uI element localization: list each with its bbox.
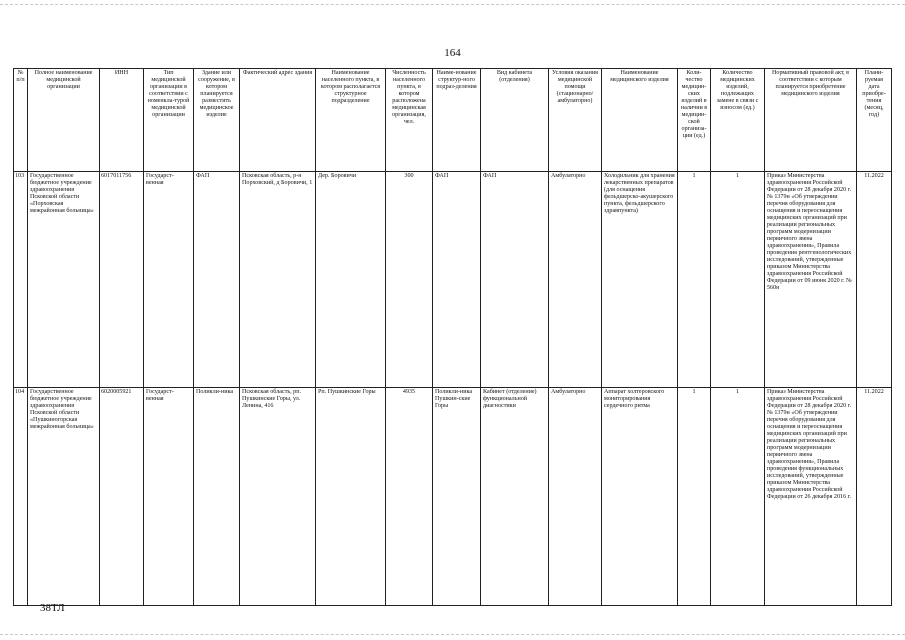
building: ФАП [194,172,240,388]
page-number: 164 [444,47,461,59]
header-cell: Наименование медицинского изделия [602,69,678,172]
header-cell: Фактический адрес здания [240,69,316,172]
row-number: 104 [14,388,28,606]
header-cell: Условия оказания медицинской помощи (стационарно/амбулаторно) [549,69,602,172]
header-cell: Численность населенного пункта, в котором расположена медицинская организация, чел. [386,69,433,172]
address: Псковская область, р-н Порховский, д Боровичи, 1 [240,172,316,388]
header-cell: Коли-чество медицин-ских изделий в наличии в медицин-ской организа-ции (ед.) [678,69,711,172]
organization-name: Государственное бюджетное учреждение здравоохранения Псковской области «Порховская межрайонная больница» [28,172,100,388]
cabinet: Кабинет (отделение) функциональной диагностики [481,388,549,606]
subdivision: Поликли-ника Пушкин-ские Горы [433,388,481,606]
organization-name: Государственное бюджетное учреждение здравоохранения Псковской области «Пушкиногорская межрайонная больница» [28,388,100,606]
organization-type: Государст-венная [144,388,194,606]
devices-to-replace: 1 [711,172,765,388]
header-cell: Здание или сооружение, в котором планируется разместить медицинское изделие [194,69,240,172]
header-cell: Наименование населенного пункта, в котором располагается структурное подразделение [316,69,386,172]
devices-in-stock: 1 [678,172,711,388]
care-conditions: Амбулаторно [549,172,602,388]
purchase-date: 11.2022 [857,172,892,388]
device-name: Аппарат холтеровского мониторирования сердечного ритма [602,388,678,606]
header-cell: Полное наименование медицинской организации [28,69,100,172]
document-code: 38ТЛ [40,602,65,614]
header-cell: Вид кабинета (отделения) [481,69,549,172]
subdivision: ФАП [433,172,481,388]
table-row [14,388,892,606]
population: 4935 [386,388,433,606]
address: Псковская область, рп. Пушкинские Горы, ул. Ленина, 416 [240,388,316,606]
register-table [13,68,892,606]
care-conditions: Амбулаторно [549,388,602,606]
header-cell: Наиме-нование структур-ного подраз-деления [433,69,481,172]
devices-to-replace: 1 [711,388,765,606]
header-cell: Тип медицинской организации в соответствии с номенкла-турой медицинской организации [144,69,194,172]
organization-type: Государст-венная [144,172,194,388]
scan-edge-top [0,4,905,5]
devices-in-stock: 1 [678,388,711,606]
cabinet: ФАП [481,172,549,388]
header-cell: Плани-руемая дата приобре-тения (месяц, год) [857,69,892,172]
row-number: 103 [14,172,28,388]
inn: 6017011756 [100,172,144,388]
table-row [14,172,892,388]
legal-act: Приказ Министерства здравоохранения Российской Федерации от 28 декабря 2020 г. № 1379н «Об утверждении перечня оборудования для оснащения и переоснащения медицинских организаций при реализации региональных программ модернизации первичного звена здравоохранения», Правила проведения рентгенологических исследований, утвержденные приказом Министерства здравоохранения Российской Федерации от 09 июня 2020 г. № 560н [765,172,857,388]
building: Поликли-ника [194,388,240,606]
header-cell: № п/п [14,69,28,172]
locality: Рп. Пушкинские Горы [316,388,386,606]
purchase-date: 11.2022 [857,388,892,606]
header-cell: ИНН [100,69,144,172]
header-cell: Нормативный правовой акт, в соответствии с которым планируется приобретение медицинского изделия [765,69,857,172]
table-header-row [14,69,892,172]
device-name: Холодильник для хранения лекарственных препаратов (для оснащения фельдшерско-акушерского пункта, фельдшерского здравпункта) [602,172,678,388]
scan-edge-bottom [0,634,905,635]
legal-act: Приказ Министерства здравоохранения Российской Федерации от 28 декабря 2020 г. № 1379н «Об утверждении перечня оборудования для оснащения и переоснащения медицинских организаций при реализации региональных программ модернизации первичного звена здравоохранения», Правила проведения функциональных исследований, утвержденные приказом Министерства здравоохранения Российской Федерации от 26 декабря 2016 г. [765,388,857,606]
inn: 6020005921 [100,388,144,606]
locality: Дер. Боровичи [316,172,386,388]
population: 300 [386,172,433,388]
header-cell: Количество медицинских изделий, подлежащих замене в связи с износом (ед.) [711,69,765,172]
